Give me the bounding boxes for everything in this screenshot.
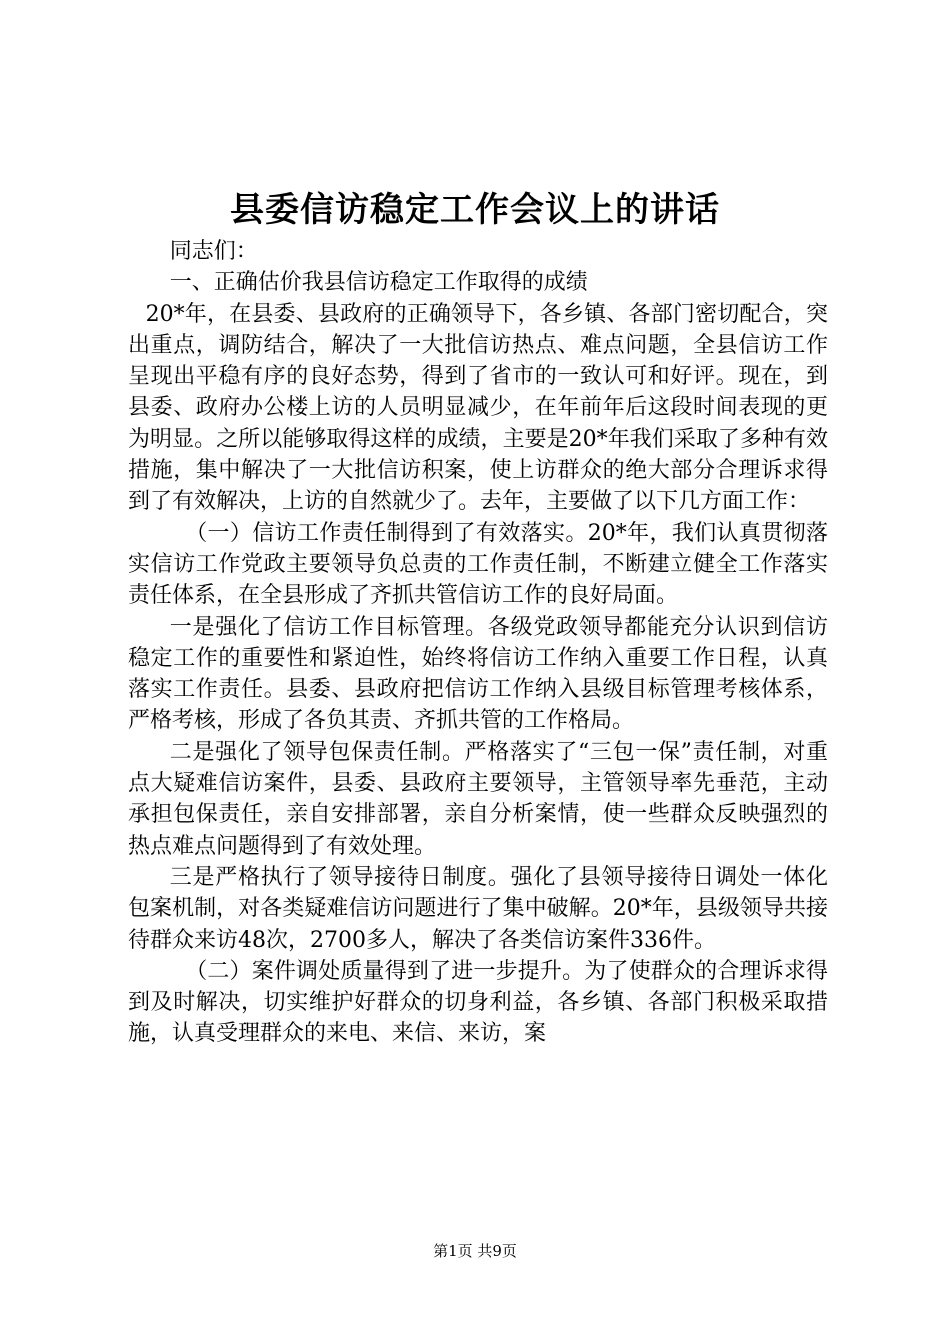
salutation: 同志们： [169, 239, 258, 264]
body-paragraph: （二）案件调处质量得到了进一步提升。为了使群众的合理诉求得到及时解决，切实维护好群众的切身利益，各乡镇、各部门积极采取措施，认真受理群众的来电、来信、来访，案 [128, 958, 828, 1047]
page-number-footer: 第1页 共9页 [433, 1242, 517, 1260]
document-title: 县委信访稳定工作会议上的讲话 [230, 190, 720, 230]
body-paragraph: 三是严格执行了领导接待日制度。强化了县领导接待日调处一体化包案机制，对各类疑难信访问题进行了集中破解。20*年，县级领导共接待群众来访48次，2700多人，解决了各类信访案件336件。 [128, 864, 828, 953]
body-paragraph: （一）信访工作责任制得到了有效落实。20*年，我们认真贯彻落实信访工作党政主要领导负总责的工作责任制，不断建立健全工作落实责任体系，在全县形成了齐抓共管信访工作的良好局面。 [128, 520, 828, 609]
body-paragraph: 一是强化了信访工作目标管理。各级党政领导都能充分认识到信访稳定工作的重要性和紧迫性，始终将信访工作纳入重要工作日程，认真落实工作责任。县委、县政府把信访工作纳入县级目标管理考核体系，严格考核，形成了各负其责、齐抓共管的工作格局。 [128, 614, 828, 734]
body-paragraph: 二是强化了领导包保责任制。严格落实了“三包一保”责任制，对重点大疑难信访案件，县委、县政府主要领导，主管领导率先垂范，主动承担包保责任，亲自安排部署，亲自分析案情，使一些群众反映强烈的热点难点问题得到了有效处理。 [128, 739, 828, 859]
document-body [128, 236, 828, 1050]
section-heading: 一、正确估价我县信访稳定工作取得的成绩 [169, 270, 588, 296]
body-paragraph: 20*年，在县委、县政府的正确领导下，各乡镇、各部门密切配合，突出重点，调防结合，解决了一大批信访热点、难点问题，全县信访工作呈现出平稳有序的良好态势，得到了省市的一致认可和好评。现在，到县委、政府办公楼上访的人员明显减少，在年前年后这段时间表现的更为明显。之所以能够取得这样的成绩，主要是20*年我们采取了多种有效措施，集中解决了一大批信访积案，使上访群众的绝大部分合理诉求得到了有效解决，上访的自然就少了。去年，主要做了以下几方面工作： [128, 301, 828, 515]
